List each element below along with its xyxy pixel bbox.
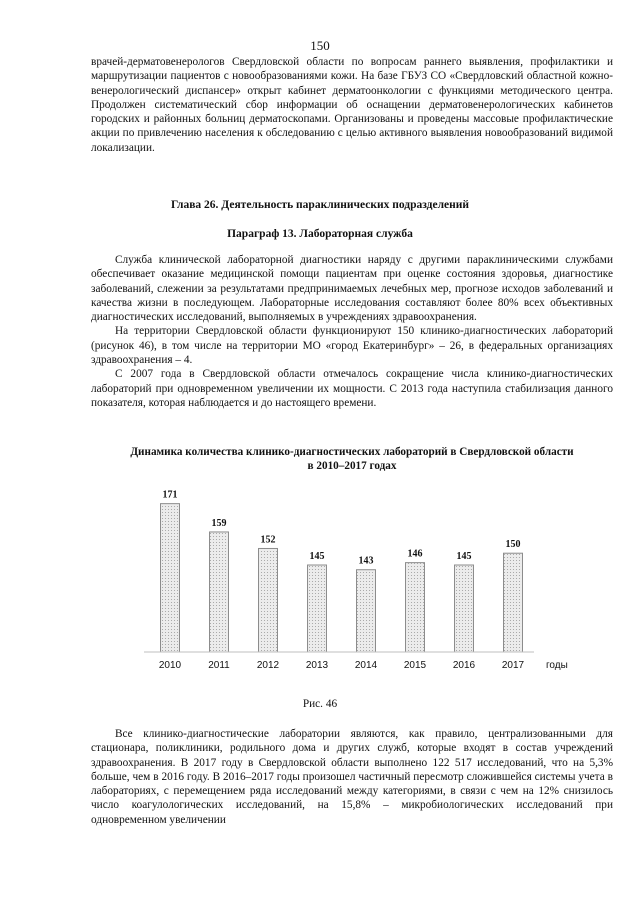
bar-2012 <box>259 548 278 652</box>
section-heading: Параграф 13. Лабораторная служба <box>227 228 413 240</box>
body-text-block <box>91 253 613 410</box>
bar-chart <box>140 478 580 678</box>
x-tick-label: 2014 <box>354 660 378 671</box>
bar-2010 <box>161 504 180 652</box>
bar-value-label: 145 <box>456 551 472 562</box>
x-tick-label: 2010 <box>158 660 182 671</box>
intro-paragraph: врачей-дерматовенерологов Свердловской области по вопросам раннего выявления, профилактики и маршрутизации пациентов с новообразованиями кожи. На базе ГБУЗ СО «Свердловский областной кожно-венерологический диспансер» открыт кабинет дерматоонкологии с функциями методического центра. Продолжен систематический сбор информации об оснащении дерматовенерологических кабинетов городских и районных больниц дерматоскопами. Организованы и проведены массовые профилактические акции по привлечению населения к обследованию с целью активного выявления новообразований видимой локализации. <box>91 56 613 154</box>
x-tick-label: 2011 <box>208 660 230 671</box>
bar-2011 <box>210 532 229 652</box>
bar-value-label: 152 <box>260 534 276 546</box>
chart-title-line: в 2010–2017 годах <box>307 459 397 472</box>
bar-2016 <box>455 565 474 652</box>
bar-value-label: 145 <box>309 551 325 562</box>
chart-title-line: Динамика количества клинико-диагностических лабораторий в Свердловской области <box>130 446 574 458</box>
x-tick-label: 2016 <box>452 660 476 671</box>
x-tick-label: 2017 <box>501 660 525 671</box>
figure-caption: Рис. 46 <box>302 698 338 710</box>
body-paragraph: С 2007 года в Свердловской области отмечалось сокращение числа клинико-диагностических лабораторий при одновременном увеличении их мощности. С 2013 года наступила стабилизация данного показателя, которая наблюдается и до настоящего времени. <box>91 368 613 409</box>
bar-2017 <box>504 553 523 652</box>
bar-2015 <box>406 563 425 652</box>
bar-2014 <box>357 570 376 652</box>
intro-paragraph-block <box>91 55 613 155</box>
body-paragraph: На территории Свердловской области функционируют 150 клинико-диагностических лабораторий (рисунок 46), в том числе на территории МО «город Екатеринбург» – 26, в федеральных организациях здравоохранения – 4. <box>91 325 613 367</box>
x-axis-label: годы <box>546 660 568 671</box>
bar-value-label: 143 <box>358 555 374 567</box>
chart-title <box>91 446 613 473</box>
bar-value-label: 171 <box>162 489 178 501</box>
x-tick-label: 2012 <box>256 660 280 671</box>
bar-value-label: 150 <box>505 539 521 551</box>
bar-2013 <box>308 565 327 652</box>
chapter-heading: Глава 26. Деятельность параклинических подразделений <box>170 199 470 211</box>
page-number: 150 <box>310 38 330 53</box>
bar-value-label: 146 <box>407 548 423 560</box>
body-paragraph: Служба клинической лабораторной диагностики наряду с другими параклиническими службами обеспечивает оказание медицинской помощи пациентам при оценке состояния здоровья, диагностике заболеваний, слежении за результатами предпринимаемых лечебных мер, прогнозе исходов заболеваний и качества жизни в последующем. Лабораторные исследования составляют более 80% всех объективных диагностических исследований, выполняемых в учреждениях здравоохранения. <box>91 254 613 324</box>
x-tick-label: 2013 <box>305 660 329 671</box>
closing-text-block <box>91 727 613 827</box>
bar-value-label: 159 <box>211 517 227 529</box>
closing-paragraph: Все клинико-диагностические лаборатории являются, как правило, централизованными для стационара, поликлиники, родильного дома и других служб, которые входят в состав учреждений здравоохранения. В 2017 году в Свердловской области выполнено 122 517 исследований, что на 5,3% больше, чем в 2016 году. В 2016–2017 годы произошел частичный пересмотр сложившейся системы учета в лабораториях, с перемещением ряда исследований между категориями, в связи с чем на 12% снизилось число коагулологических исследований, на 15,8% – микробиологических исследований при одновременном увеличении <box>91 728 613 826</box>
x-tick-label: 2015 <box>403 660 427 671</box>
